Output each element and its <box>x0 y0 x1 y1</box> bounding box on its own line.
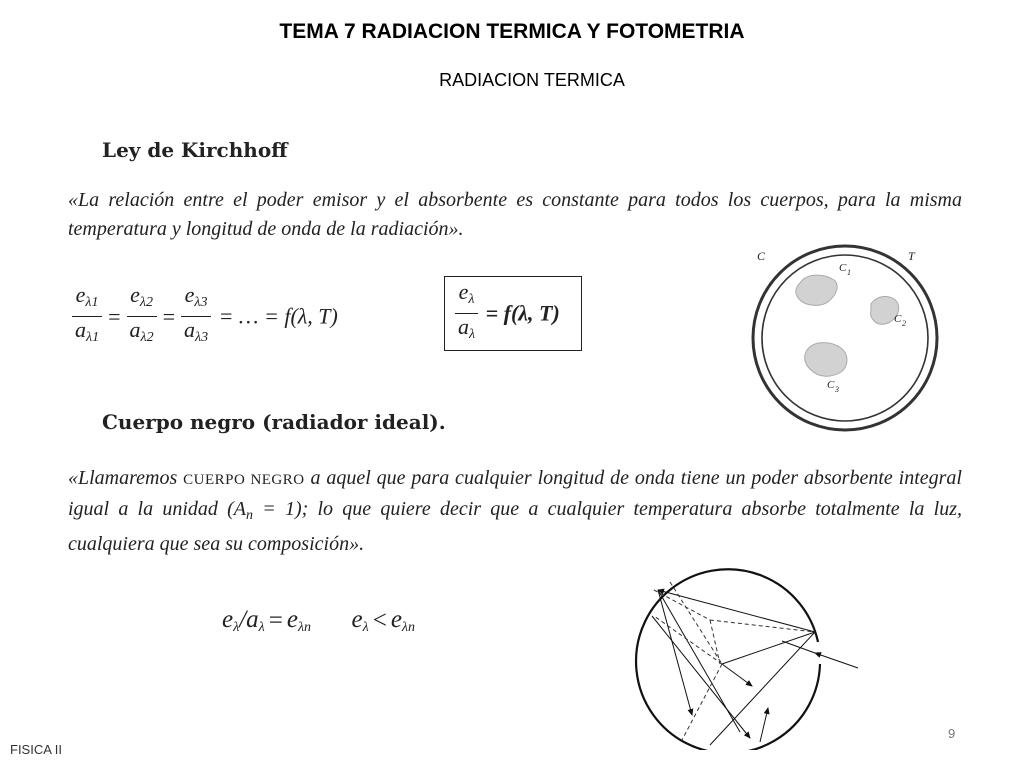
label-body-1: C <box>839 262 847 274</box>
slide-subtitle: RADIACION TERMICA <box>439 70 625 90</box>
black-body-equations: $e_\lambda/a_\lambda = e_{\lambda n}$ $e_\lambda < e_{\lambda n}$ <box>222 606 415 635</box>
label-enclosure: C <box>757 249 766 263</box>
boxed-tail: = f(λ, T) <box>485 300 560 326</box>
fraction-1: $\frac{e_{\lambda 1}}{a_{\lambda 1}}$ <box>72 282 102 351</box>
fraction-2: $\frac{e_{\lambda 2}}{a_{\lambda 2}}$ <box>127 282 157 351</box>
cavity-diagram <box>630 560 870 750</box>
black-body-quote-sub: n <box>246 508 253 523</box>
black-body-quote <box>68 464 962 559</box>
fraction-3: $\frac{e_{\lambda 3}}{a_{\lambda 3}}$ <box>181 282 211 351</box>
label-temperature: T <box>908 249 915 263</box>
kirchhoff-boxed-equation <box>444 276 582 351</box>
black-body-term: CUERPO NEGRO <box>183 472 305 488</box>
black-body-quote-part2: a aquel que para cualquier longitud de onda tiene un poder absorbente integral igual a la unidad (A <box>68 467 962 520</box>
label-body-3: C <box>827 379 835 391</box>
label-body-3-sub: 3 <box>835 385 839 394</box>
kirchhoff-quote: «La relación entre el poder emisor y el absorbente es constante para todos los cuerpos, para la misma temperatura y longitud de onda de la radiación». <box>68 189 962 240</box>
black-body-quote-part1: «Llamaremos <box>68 467 184 489</box>
fraction-general: $\frac{e_\lambda}{a_\lambda}$ <box>455 279 478 348</box>
kirchhoff-equation: $\frac{e_{\lambda 1}}{a_{\lambda 1}}$ = $\frac{e_{\lambda 2}}{a_{\lambda 2}}$ = $\frac{e_{\lambda 3}}{a_{\lambda 3}}$ = … = f(λ, T) <box>70 282 338 351</box>
label-body-2: C <box>894 313 902 325</box>
footer-course: FISICA II <box>10 742 63 757</box>
black-body-quote-part3: = 1); lo que quiere decir que a cualquier temperatura absorbe totalmente la luz, cualquiera que sea su composición». <box>68 498 962 555</box>
enclosure-diagram <box>745 238 950 433</box>
slide-title: TEMA 7 RADIACION TERMICA Y FOTOMETRIA <box>279 20 745 43</box>
page-number: 9 <box>948 726 956 741</box>
label-body-1-sub: 1 <box>847 268 851 277</box>
equation-tail: = … = f(λ, T) <box>218 303 338 329</box>
black-body-heading: Cuerpo negro (radiador ideal). <box>102 410 446 434</box>
kirchhoff-heading: Ley de Kirchhoff <box>102 138 288 162</box>
label-body-2-sub: 2 <box>902 319 906 328</box>
